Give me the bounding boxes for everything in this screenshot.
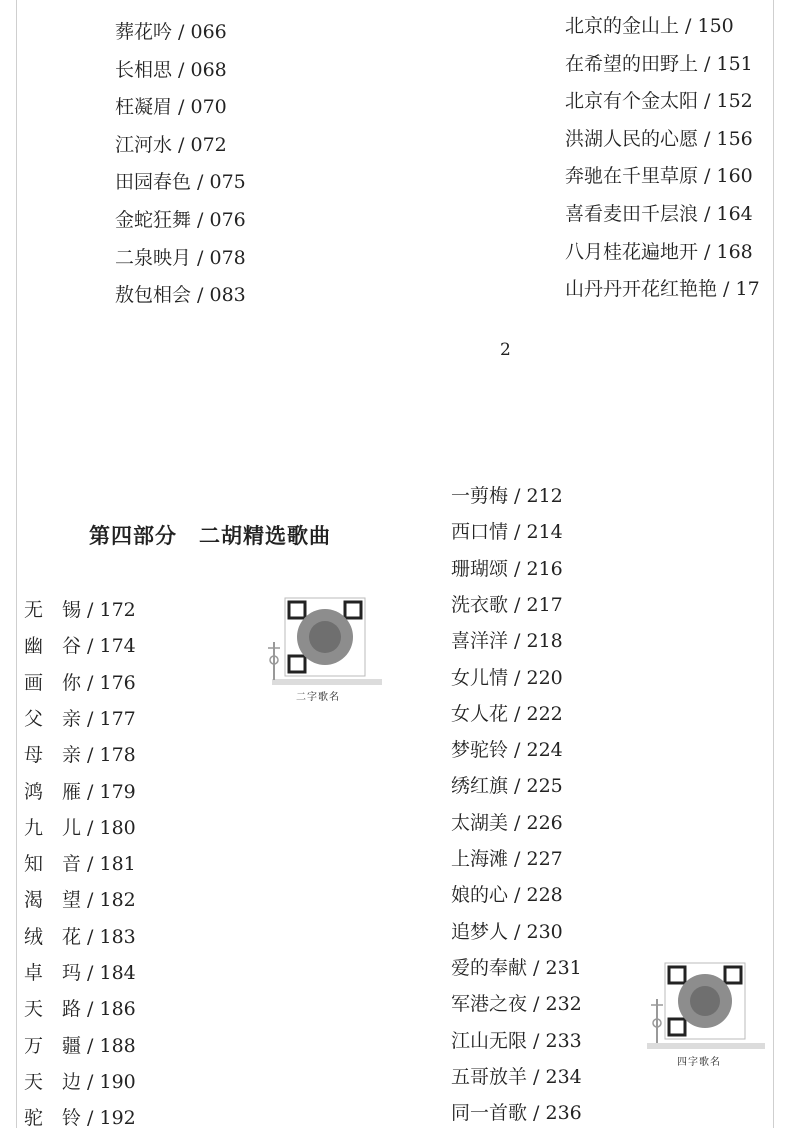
toc-entry: 爱的奉献 / 231 (451, 956, 582, 979)
toc-entry: 北京有个金太阳 / 152 (565, 90, 753, 113)
section-title: 第四部分 二胡精选歌曲 (89, 524, 331, 548)
toc-entry: 江河水 / 072 (115, 133, 227, 156)
toc-entry: 枉凝眉 / 070 (115, 96, 227, 119)
toc-entry: 一剪梅 / 212 (451, 485, 563, 507)
toc-entry: 绣红旗 / 225 (451, 775, 563, 798)
toc-entry: 洪湖人民的心愿 / 156 (565, 127, 753, 150)
toc-entry: 珊瑚颂 / 216 (451, 557, 563, 580)
toc-entry: 太湖美 / 226 (451, 811, 563, 834)
toc-entry: 万 疆 / 188 (24, 1034, 136, 1057)
toc-entry: 娘的心 / 228 (451, 884, 563, 907)
toc-list-top-right (565, 14, 773, 314)
toc-entry: 幽 谷 / 174 (24, 635, 136, 658)
page-left-edge (16, 0, 17, 1128)
toc-entry: 五哥放羊 / 234 (451, 1065, 582, 1088)
toc-entry: 同一首歌 / 236 (451, 1102, 582, 1125)
qr-caption: 二字歌名 (296, 692, 340, 703)
toc-entry: 喜洋洋 / 218 (451, 630, 563, 653)
toc-entry: 洗衣歌 / 217 (451, 593, 563, 616)
toc-entry: 女人花 / 222 (451, 702, 563, 725)
toc-entry: 卓 玛 / 184 (24, 962, 136, 984)
toc-entry: 知 音 / 181 (24, 853, 136, 876)
qr-code-four-char (645, 961, 769, 1069)
toc-entry: 渴 望 / 182 (24, 889, 136, 912)
toc-entry: 八月桂花遍地开 / 168 (565, 240, 753, 263)
qr-code-icon (262, 596, 386, 688)
toc-entry: 女儿情 / 220 (451, 666, 563, 689)
toc-entry: 绒 花 / 183 (24, 925, 136, 948)
toc-entry: 北京的金山上 / 150 (565, 15, 734, 37)
toc-entry: 葬花吟 / 066 (115, 21, 227, 43)
page-number: 2 (500, 340, 511, 360)
toc-entry: 天 边 / 190 (24, 1070, 136, 1093)
toc-entry: 追梦人 / 230 (451, 920, 563, 943)
toc-entry: 驼 铃 / 192 (24, 1107, 136, 1130)
toc-entry: 长相思 / 068 (115, 58, 227, 81)
toc-entry: 西口情 / 214 (451, 521, 563, 544)
toc-entry: 山丹丹开花红艳艳 / 17 (565, 278, 760, 301)
toc-entry: 敖包相会 / 083 (115, 284, 246, 307)
toc-entry: 画 你 / 176 (24, 671, 136, 694)
toc-entry: 母 亲 / 178 (24, 744, 136, 767)
toc-entry: 在希望的田野上 / 151 (565, 52, 753, 75)
toc-entry: 天 路 / 186 (24, 998, 136, 1021)
toc-entry: 父 亲 / 177 (24, 707, 136, 730)
toc-entry: 喜看麦田千层浪 / 164 (565, 203, 753, 225)
toc-entry: 无 锡 / 172 (24, 599, 136, 621)
toc-entry: 上海滩 / 227 (451, 848, 563, 870)
toc-entry: 二泉映月 / 078 (115, 246, 246, 269)
toc-entry: 奔驰在千里草原 / 160 (565, 165, 753, 188)
toc-entry: 江山无限 / 233 (451, 1029, 582, 1052)
toc-entry: 军港之夜 / 232 (451, 993, 582, 1016)
toc-entry: 鸿 雁 / 179 (24, 780, 136, 803)
page-right-edge (773, 0, 774, 1128)
qr-caption: 四字歌名 (677, 1057, 721, 1068)
qr-code-icon (645, 961, 769, 1053)
qr-code-two-char (262, 596, 386, 704)
toc-entry: 金蛇狂舞 / 076 (115, 209, 246, 231)
toc-entry: 田园春色 / 075 (115, 171, 246, 194)
toc-entry: 九 儿 / 180 (24, 816, 136, 839)
toc-entry: 梦驼铃 / 224 (451, 739, 563, 762)
